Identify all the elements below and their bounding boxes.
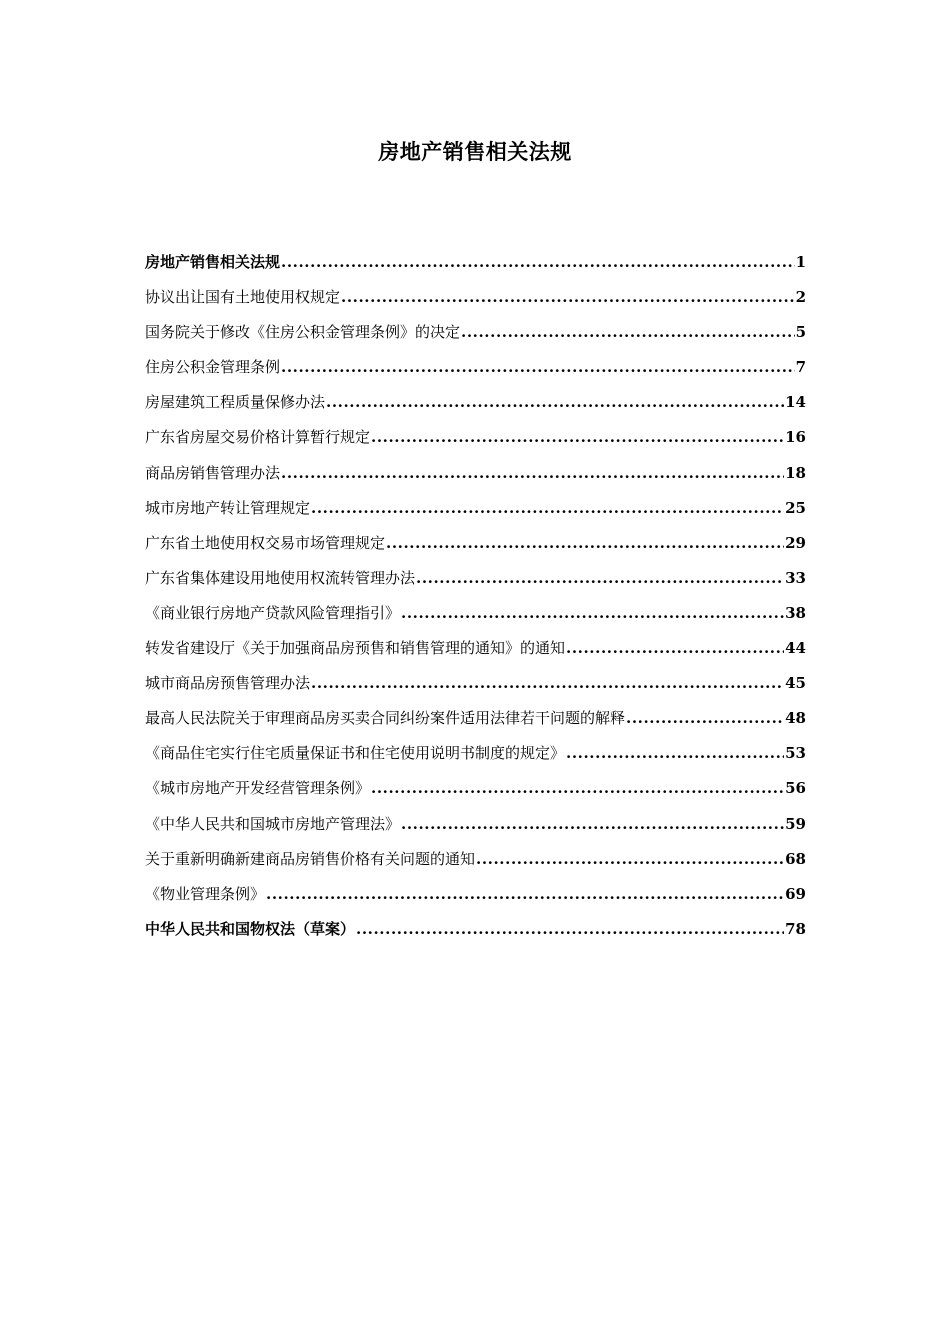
toc-entry[interactable] [145, 425, 806, 460]
toc-entry-label: 最高人民法院关于审理商品房买卖合同纠纷案件适用法律若干问题的解释 [145, 709, 626, 728]
toc-dot-leader [326, 390, 784, 414]
toc-entry-label: 住房公积金管理条例 [145, 358, 281, 377]
toc-entry-label: 广东省房屋交易价格计算暂行规定 [145, 428, 371, 447]
toc-entry[interactable] [145, 847, 806, 882]
toc-dot-leader [281, 461, 784, 485]
toc-entry-label: 转发省建设厅《关于加强商品房预售和销售管理的通知》的通知 [145, 639, 566, 658]
toc-dot-leader [371, 776, 784, 800]
toc-entry[interactable] [145, 636, 806, 671]
toc-dot-leader [386, 531, 784, 555]
toc-dot-leader [416, 566, 784, 590]
toc-entry[interactable] [145, 706, 806, 741]
toc-dot-leader [311, 671, 784, 695]
toc-entry-label: 城市商品房预售管理办法 [145, 674, 311, 693]
toc-entry[interactable] [145, 917, 806, 952]
toc-dot-leader [566, 636, 784, 660]
toc-entry-page: 68 [785, 849, 806, 868]
toc-entry[interactable] [145, 285, 806, 320]
toc-entry[interactable] [145, 461, 806, 496]
toc-entry-page: 38 [785, 603, 806, 622]
toc-entry-page: 45 [785, 674, 806, 693]
toc-dot-leader [401, 812, 784, 836]
toc-entry[interactable] [145, 882, 806, 917]
toc-dot-leader [401, 601, 784, 625]
toc-entry-label: 房屋建筑工程质量保修办法 [145, 393, 326, 412]
toc-entry[interactable] [145, 390, 806, 425]
toc-entry-page: 44 [785, 639, 806, 658]
toc-entry-label: 城市房地产转让管理规定 [145, 498, 311, 517]
toc-entry-page: 33 [785, 568, 806, 587]
toc-entry-page: 56 [785, 779, 806, 798]
toc-entry[interactable] [145, 741, 806, 776]
toc-entry-label: 房地产销售相关法规 [145, 253, 281, 271]
toc-dot-leader [266, 882, 784, 906]
toc-entry[interactable] [145, 566, 806, 601]
toc-entry[interactable] [145, 601, 806, 636]
toc-dot-leader [476, 847, 784, 871]
toc-dot-leader [566, 741, 784, 765]
toc-entry-label: 广东省集体建设用地使用权流转管理办法 [145, 568, 416, 587]
toc-dot-leader [626, 706, 784, 730]
toc-dot-leader [371, 425, 784, 449]
toc-entry[interactable] [145, 531, 806, 566]
toc-entry-page: 48 [785, 709, 806, 728]
toc-entry-label: 商品房销售管理办法 [145, 463, 281, 482]
toc-dot-leader [311, 496, 784, 520]
toc-entry-page: 16 [785, 428, 806, 447]
toc-entry-page: 53 [785, 744, 806, 763]
toc-entry-label: 中华人民共和国物权法（草案） [145, 919, 356, 938]
toc-dot-leader [281, 250, 795, 274]
toc-entry-label: 《物业管理条例》 [145, 884, 266, 903]
toc-entry-label: 《商品住宅实行住宅质量保证书和住宅使用说明书制度的规定》 [145, 744, 566, 763]
toc-entry-page: 69 [785, 884, 806, 903]
toc-dot-leader [341, 285, 795, 309]
toc-entry-page: 7 [795, 358, 806, 377]
toc-entry[interactable] [145, 355, 806, 390]
toc-entry-page: 14 [785, 393, 806, 412]
toc-dot-leader [281, 355, 795, 379]
toc-entry[interactable] [145, 320, 806, 355]
table-of-contents [145, 250, 806, 952]
toc-entry-label: 关于重新明确新建商品房销售价格有关问题的通知 [145, 849, 476, 868]
toc-entry-page: 25 [785, 498, 806, 517]
toc-entry-page: 5 [795, 323, 806, 342]
toc-entry[interactable] [145, 671, 806, 706]
toc-entry-label: 广东省土地使用权交易市场管理规定 [145, 533, 386, 552]
toc-entry-page: 59 [785, 814, 806, 833]
toc-entry-label: 《商业银行房地产贷款风险管理指引》 [145, 603, 401, 622]
toc-entry-label: 国务院关于修改《住房公积金管理条例》的决定 [145, 323, 461, 342]
toc-entry[interactable] [145, 812, 806, 847]
toc-entry[interactable] [145, 776, 806, 811]
toc-entry-page: 78 [785, 919, 806, 938]
toc-entry-page: 1 [795, 253, 806, 271]
toc-dot-leader [356, 917, 784, 941]
toc-entry-page: 29 [785, 533, 806, 552]
toc-entry-label: 《中华人民共和国城市房地产管理法》 [145, 814, 401, 833]
toc-entry-page: 2 [795, 288, 806, 307]
toc-dot-leader [461, 320, 795, 344]
toc-entry-label: 协议出让国有土地使用权规定 [145, 288, 341, 307]
toc-entry-page: 18 [785, 463, 806, 482]
document-title: 房地产销售相关法规 [378, 139, 572, 164]
toc-entry[interactable] [145, 250, 806, 285]
toc-entry-label: 《城市房地产开发经营管理条例》 [145, 779, 371, 798]
toc-entry[interactable] [145, 496, 806, 531]
